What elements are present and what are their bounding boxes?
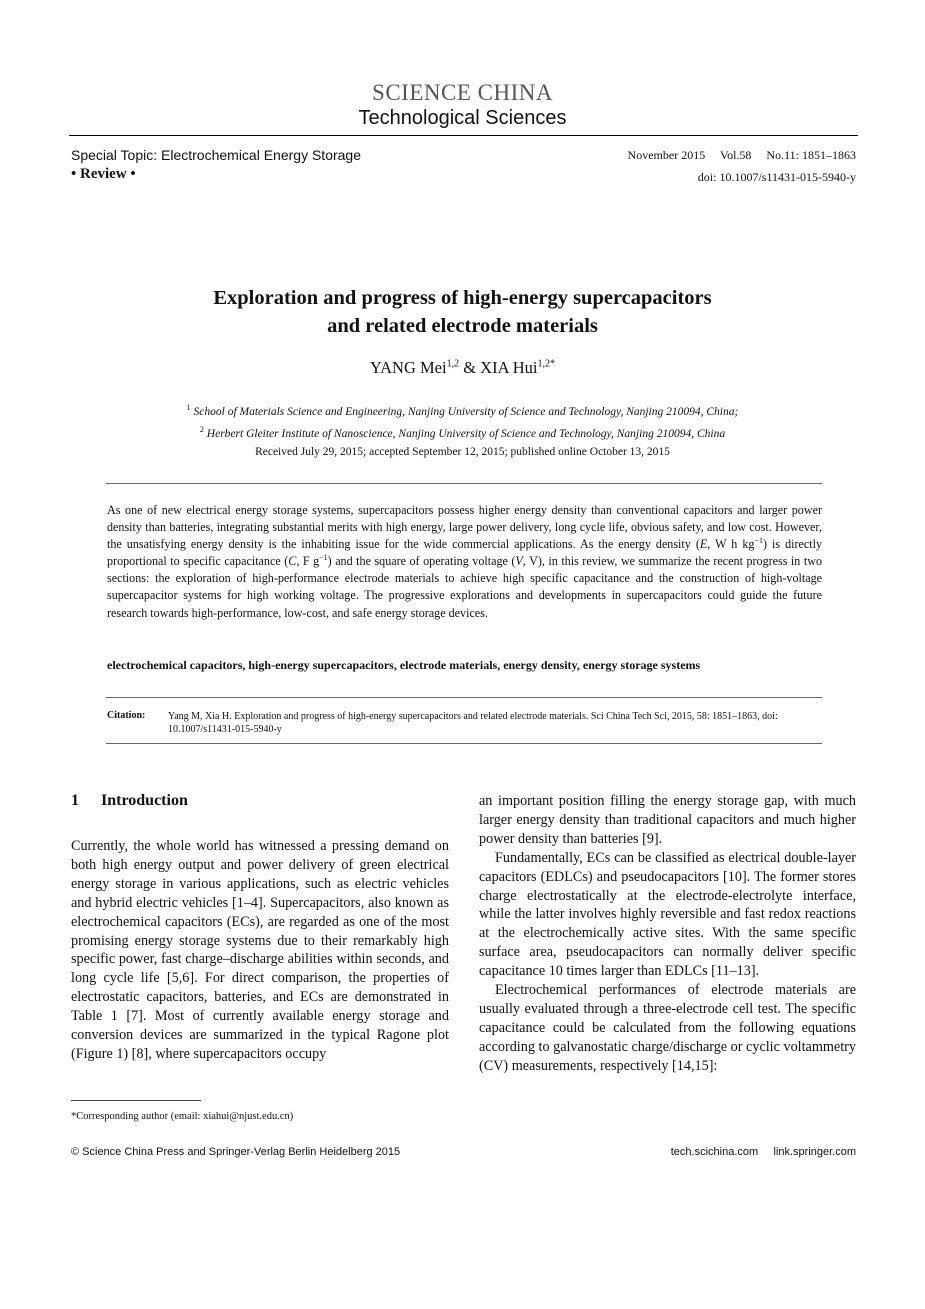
keywords: electrochemical capacitors, high-energy supercapacitors, electrode materials, energy density, energy storage systems <box>107 658 701 672</box>
paper-title <box>0 284 925 340</box>
body-column-right <box>479 792 856 1076</box>
citation-text: Yang M, Xia H. Exploration and progress of high-energy supercapacitors and related electrode materials. Sci China Tech Sci, 2015, 58: 1851–1863, doi: 10.1007/s11431-015-5940-y <box>168 711 778 735</box>
paper-title-line-2: and related electrode materials <box>327 315 598 337</box>
footnote-divider <box>71 1100 201 1101</box>
affiliation-1 <box>0 399 925 421</box>
exponent: −1 <box>754 536 763 546</box>
article-type-label: • Review • <box>71 166 136 182</box>
affiliation-text: Herbert Gleiter Institute of Nanoscience, Nanjing University of Science and Technology, Nanjing 210094, China <box>206 427 726 440</box>
author-separator: & <box>459 358 481 377</box>
exponent: −1 <box>319 553 328 563</box>
paper-title-line-1: Exploration and progress of high-energy supercapacitors <box>213 287 712 309</box>
paragraph: an important position filling the energy storage gap, with much larger energy density than traditional capacitors and much higher power density than batteries [9]. <box>479 793 856 847</box>
abstract-text: As one of new electrical energy storage systems, supercapacitors possess higher energy density than conventional capacitors and larger power density than batteries, integrating substantial merits with high energy, large power delivery, long cycle life, obvious safety, and low cost. However, the unsatisfying energy density is the inhabiting issue for the wide commercial applications. As the energy density ( <box>107 503 822 552</box>
citation-divider <box>106 743 822 744</box>
abstract-text: , V), in this review, we summarize the recent progress in two sections: the exploration of high-performance electrode materials to achieve high specific capacitance and the construction of high-voltage supercapacitor systems for high working voltage. The progressive explorations and developments in supercapacitors could guide the future research towards high-performance, low-cost, and safe energy storage devices. <box>107 554 822 620</box>
unit-text: , W h kg <box>707 537 755 552</box>
author-affiliation-mark: 1,2* <box>537 358 555 370</box>
journal-subtitle: Technological Sciences <box>358 107 567 129</box>
paragraph: Fundamentally, ECs can be classified as electrical double-layer capacitors (EDLCs) and pseudocapacitors [10]. The former stores charge electrostatically at the electrode-electrolyte interface, while the latter involves highly reversible and fast redox reactions at the electrochemically active sites. With the same specific surface area, pseudocapacitors can normally deliver specific capacitance 10 times larger than EDLCs [11–13]. <box>479 849 856 980</box>
affiliations <box>0 399 925 443</box>
affiliation-mark: 2 <box>199 424 204 434</box>
footer-copyright: © Science China Press and Springer-Verlag Berlin Heidelberg 2015 <box>71 1146 401 1158</box>
citation-divider <box>106 697 822 698</box>
journal-title: SCIENCE CHINA <box>372 80 553 105</box>
affiliation-text: School of Materials Science and Engineering, Nanjing University of Science and Technology, Nanjing 210094, China; <box>193 405 739 418</box>
abstract-divider <box>106 483 822 484</box>
citation-label: Citation: <box>107 710 146 721</box>
author-list <box>0 358 925 378</box>
corresponding-author-footnote: *Corresponding author (email: xiahui@njust.edu.cn) <box>71 1111 294 1122</box>
unit-text: , F g <box>296 554 320 569</box>
symbol-voltage: V <box>515 554 523 569</box>
section-number: 1 <box>71 792 79 809</box>
affiliation-2 <box>0 421 925 443</box>
body-column-left <box>71 837 449 1064</box>
symbol-capacitance: C <box>288 554 297 569</box>
header-divider <box>69 135 858 136</box>
abstract-text: ) is directly proportional to specific capacitance ( <box>107 537 823 569</box>
issue-info: November 2015 Vol.58 No.11: 1851–1863 <box>627 148 856 162</box>
abstract-text: ) and the square of operating voltage ( <box>327 554 516 569</box>
author-affiliation-mark: 1,2 <box>446 358 460 370</box>
affiliation-mark: 1 <box>186 403 191 412</box>
symbol-energy: E <box>699 537 708 552</box>
paragraph: Electrochemical performances of electrode materials are usually evaluated through a three-electrode cell test. The specific capacitance could be calculated from the following equations according to galvanostatic charge/discharge or cyclic voltammetry (CV) measurements, respectively [14,15]: <box>479 982 856 1074</box>
author-name: YANG Mei <box>370 358 447 377</box>
paragraph: Currently, the whole world has witnessed a pressing demand on both high energy output and power delivery of green electrical energy storage in various applications, such as electric vehicles and hybrid electric vehicles [1–4]. Supercapacitors, also known as electrochemical capacitors (ECs), are regarded as one of the most promising energy storage systems due to their remarkably high specific power, fast charge–discharge abilities within seconds, and long cycle life [5,6]. For direct comparison, the properties of electrostatic capacitors, batteries, and ECs are demonstrated in Table 1 [7]. Most of currently available energy storage and conversion devices are summarized in the typical Ragone plot (Figure 1) [8], where supercapacitors occupy <box>71 838 449 1062</box>
abstract <box>107 502 822 622</box>
doi[interactable]: doi: 10.1007/s11431-015-5940-y <box>697 170 856 184</box>
publication-dates: Received July 29, 2015; accepted September 12, 2015; published online October 13, 2015 <box>255 446 670 458</box>
special-topic-label: Special Topic: Electrochemical Energy Storage <box>71 147 362 163</box>
author-name: XIA Hui <box>480 358 538 377</box>
section-heading <box>71 792 188 810</box>
section-title: Introduction <box>101 792 188 809</box>
footer-links[interactable]: tech.scichina.com link.springer.com <box>670 1146 856 1158</box>
